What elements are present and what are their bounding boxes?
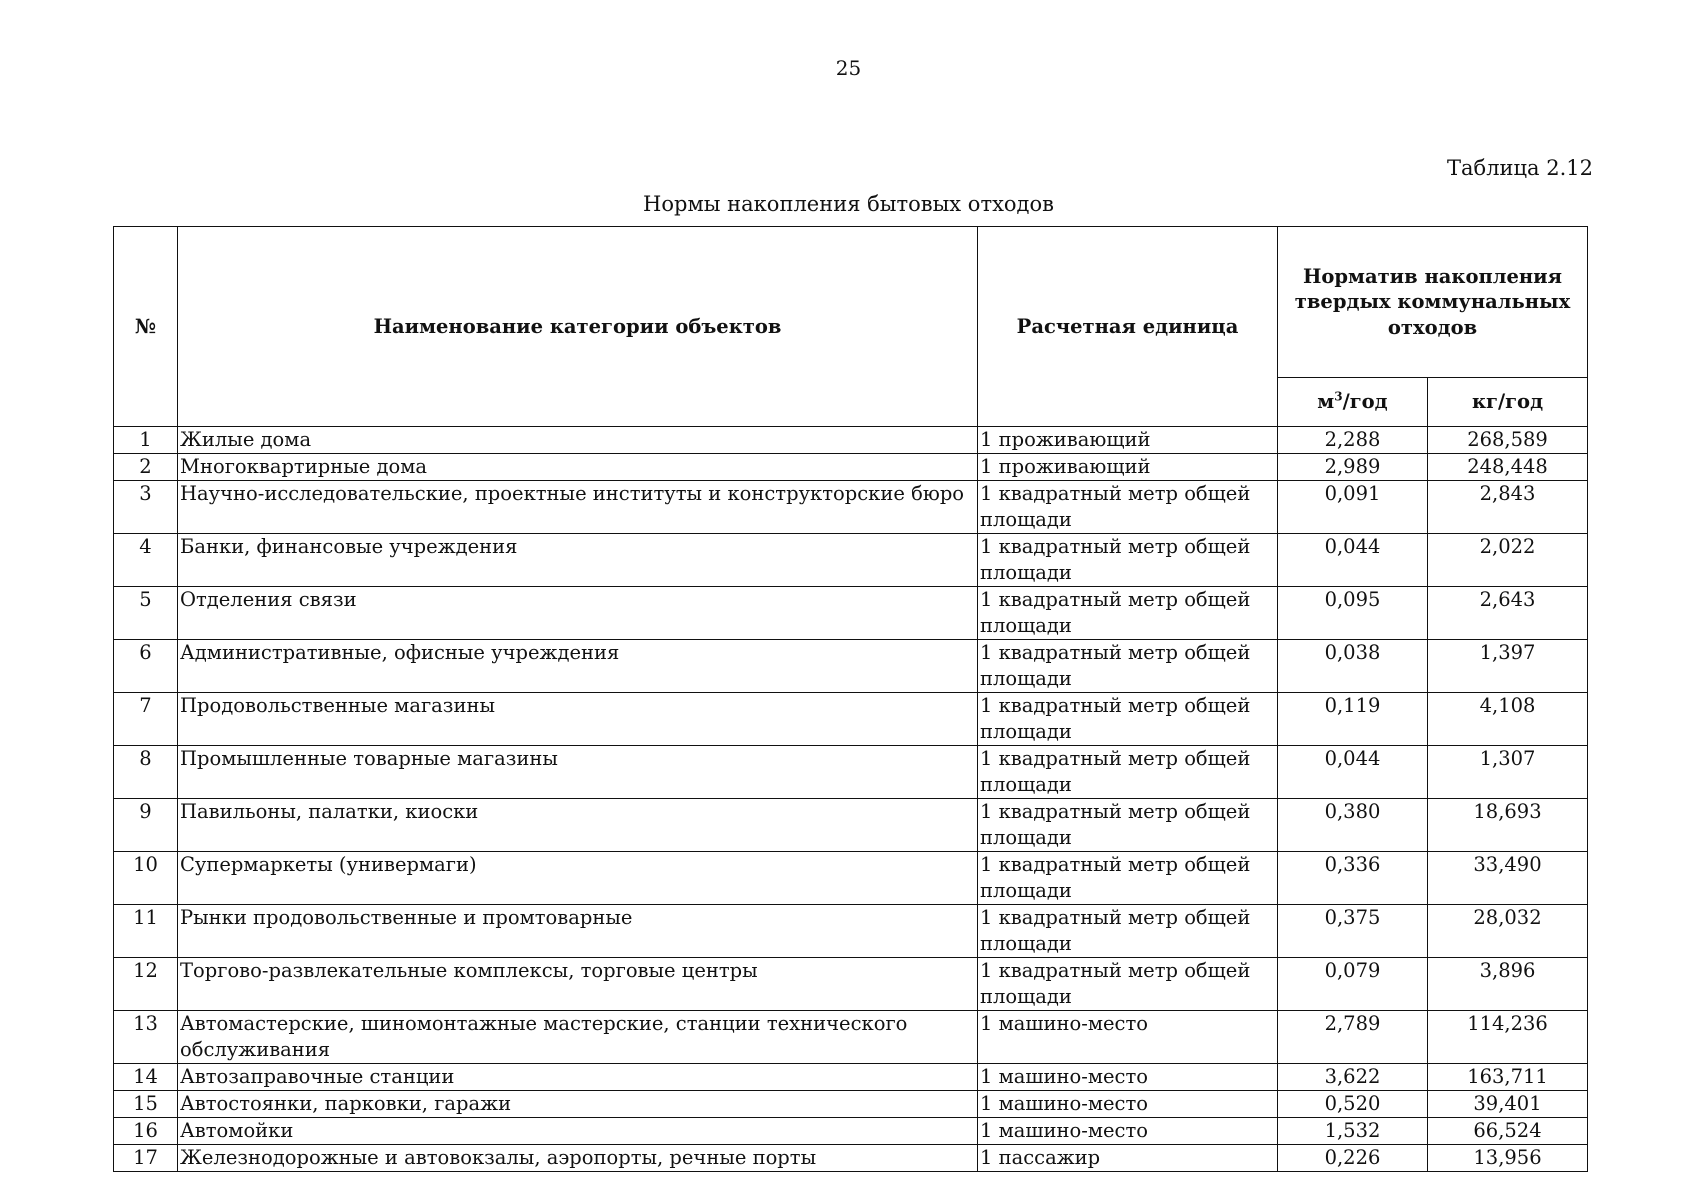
row-kg-per-year: 163,711 bbox=[1428, 1064, 1588, 1091]
row-kg-per-year: 39,401 bbox=[1428, 1091, 1588, 1118]
table-body bbox=[114, 427, 1588, 1172]
row-m3-per-year: 3,622 bbox=[1278, 1064, 1428, 1091]
header-norm: Норматив накопления твердых коммунальных отходов bbox=[1278, 227, 1588, 378]
row-num: 1 bbox=[114, 427, 178, 454]
row-num: 10 bbox=[114, 852, 178, 905]
row-category-name: Павильоны, палатки, киоски bbox=[178, 799, 978, 852]
table-row bbox=[114, 693, 1588, 746]
row-m3-per-year: 0,520 bbox=[1278, 1091, 1428, 1118]
page-number: 25 bbox=[835, 56, 862, 80]
row-num: 12 bbox=[114, 958, 178, 1011]
row-kg-per-year: 268,589 bbox=[1428, 427, 1588, 454]
row-kg-per-year: 1,397 bbox=[1428, 640, 1588, 693]
row-category-name: Автомойки bbox=[178, 1118, 978, 1145]
row-m3-per-year: 0,091 bbox=[1278, 481, 1428, 534]
row-kg-per-year: 18,693 bbox=[1428, 799, 1588, 852]
row-kg-per-year: 3,896 bbox=[1428, 958, 1588, 1011]
header-num: № bbox=[114, 227, 178, 427]
row-unit: 1 проживающий bbox=[978, 427, 1278, 454]
table-row bbox=[114, 905, 1588, 958]
row-m3-per-year: 2,989 bbox=[1278, 454, 1428, 481]
table-row bbox=[114, 852, 1588, 905]
row-unit: 1 машино-место bbox=[978, 1091, 1278, 1118]
row-num: 14 bbox=[114, 1064, 178, 1091]
row-category-name: Жилые дома bbox=[178, 427, 978, 454]
row-category-name: Автостоянки, парковки, гаражи bbox=[178, 1091, 978, 1118]
table-row bbox=[114, 1091, 1588, 1118]
row-kg-per-year: 33,490 bbox=[1428, 852, 1588, 905]
row-unit: 1 квадратный метр общей площади bbox=[978, 905, 1278, 958]
row-unit: 1 пассажир bbox=[978, 1145, 1278, 1172]
row-m3-per-year: 0,119 bbox=[1278, 693, 1428, 746]
row-category-name: Отделения связи bbox=[178, 587, 978, 640]
header-name: Наименование категории объектов bbox=[178, 227, 978, 427]
row-kg-per-year: 114,236 bbox=[1428, 1011, 1588, 1064]
row-unit: 1 квадратный метр общей площади bbox=[978, 481, 1278, 534]
row-m3-per-year: 0,375 bbox=[1278, 905, 1428, 958]
row-num: 9 bbox=[114, 799, 178, 852]
row-unit: 1 квадратный метр общей площади bbox=[978, 799, 1278, 852]
waste-norms-table bbox=[113, 226, 1588, 1172]
row-m3-per-year: 0,380 bbox=[1278, 799, 1428, 852]
row-num: 4 bbox=[114, 534, 178, 587]
row-unit: 1 квадратный метр общей площади bbox=[978, 693, 1278, 746]
row-kg-per-year: 2,843 bbox=[1428, 481, 1588, 534]
row-unit: 1 квадратный метр общей площади bbox=[978, 958, 1278, 1011]
row-category-name: Супермаркеты (универмаги) bbox=[178, 852, 978, 905]
row-category-name: Банки, финансовые учреждения bbox=[178, 534, 978, 587]
row-category-name: Административные, офисные учреждения bbox=[178, 640, 978, 693]
header-m3 bbox=[1278, 378, 1428, 427]
row-kg-per-year: 4,108 bbox=[1428, 693, 1588, 746]
row-kg-per-year: 2,022 bbox=[1428, 534, 1588, 587]
table-row bbox=[114, 746, 1588, 799]
table-row bbox=[114, 427, 1588, 454]
row-unit: 1 квадратный метр общей площади bbox=[978, 746, 1278, 799]
table-row bbox=[114, 587, 1588, 640]
row-num: 15 bbox=[114, 1091, 178, 1118]
row-unit: 1 машино-место bbox=[978, 1011, 1278, 1064]
table-row bbox=[114, 454, 1588, 481]
row-category-name: Продовольственные магазины bbox=[178, 693, 978, 746]
row-kg-per-year: 2,643 bbox=[1428, 587, 1588, 640]
table-title: Нормы накопления бытовых отходов bbox=[643, 192, 1054, 216]
table-row bbox=[114, 481, 1588, 534]
row-kg-per-year: 28,032 bbox=[1428, 905, 1588, 958]
row-category-name: Промышленные товарные магазины bbox=[178, 746, 978, 799]
table-row bbox=[114, 1118, 1588, 1145]
header-m3-rest: /год bbox=[1342, 390, 1388, 414]
row-num: 5 bbox=[114, 587, 178, 640]
row-category-name: Автозаправочные станции bbox=[178, 1064, 978, 1091]
row-kg-per-year: 1,307 bbox=[1428, 746, 1588, 799]
row-category-name: Железнодорожные и автовокзалы, аэропорты, речные порты bbox=[178, 1145, 978, 1172]
row-num: 13 bbox=[114, 1011, 178, 1064]
row-unit: 1 проживающий bbox=[978, 454, 1278, 481]
row-num: 8 bbox=[114, 746, 178, 799]
row-num: 11 bbox=[114, 905, 178, 958]
row-num: 6 bbox=[114, 640, 178, 693]
header-unit: Расчетная единица bbox=[978, 227, 1278, 427]
row-num: 3 bbox=[114, 481, 178, 534]
table-header bbox=[114, 227, 1588, 427]
header-kg: кг/год bbox=[1428, 378, 1588, 427]
row-num: 7 bbox=[114, 693, 178, 746]
row-m3-per-year: 0,336 bbox=[1278, 852, 1428, 905]
row-m3-per-year: 2,288 bbox=[1278, 427, 1428, 454]
row-unit: 1 квадратный метр общей площади bbox=[978, 640, 1278, 693]
row-m3-per-year: 0,079 bbox=[1278, 958, 1428, 1011]
row-kg-per-year: 248,448 bbox=[1428, 454, 1588, 481]
row-kg-per-year: 66,524 bbox=[1428, 1118, 1588, 1145]
row-num: 17 bbox=[114, 1145, 178, 1172]
row-category-name: Многоквартирные дома bbox=[178, 454, 978, 481]
row-kg-per-year: 13,956 bbox=[1428, 1145, 1588, 1172]
row-category-name: Автомастерские, шиномонтажные мастерские, станции технического обслуживания bbox=[178, 1011, 978, 1064]
row-m3-per-year: 2,789 bbox=[1278, 1011, 1428, 1064]
header-m3-sup: 3 bbox=[1334, 389, 1343, 404]
row-category-name: Торгово-развлекательные комплексы, торговые центры bbox=[178, 958, 978, 1011]
row-unit: 1 квадратный метр общей площади bbox=[978, 852, 1278, 905]
row-m3-per-year: 0,044 bbox=[1278, 746, 1428, 799]
row-unit: 1 квадратный метр общей площади bbox=[978, 587, 1278, 640]
row-category-name: Рынки продовольственные и промтоварные bbox=[178, 905, 978, 958]
row-m3-per-year: 0,038 bbox=[1278, 640, 1428, 693]
table-row bbox=[114, 799, 1588, 852]
row-unit: 1 квадратный метр общей площади bbox=[978, 534, 1278, 587]
row-num: 2 bbox=[114, 454, 178, 481]
row-m3-per-year: 0,044 bbox=[1278, 534, 1428, 587]
row-unit: 1 машино-место bbox=[978, 1064, 1278, 1091]
row-category-name: Научно-исследовательские, проектные институты и конструкторские бюро bbox=[178, 481, 978, 534]
row-unit: 1 машино-место bbox=[978, 1118, 1278, 1145]
row-m3-per-year: 0,226 bbox=[1278, 1145, 1428, 1172]
row-num: 16 bbox=[114, 1118, 178, 1145]
table-label: Таблица 2.12 bbox=[1447, 156, 1593, 180]
header-m3-base: м bbox=[1317, 390, 1335, 414]
table-row bbox=[114, 1064, 1588, 1091]
table-row bbox=[114, 1145, 1588, 1172]
row-m3-per-year: 1,532 bbox=[1278, 1118, 1428, 1145]
table-row bbox=[114, 958, 1588, 1011]
table-row bbox=[114, 640, 1588, 693]
table-row bbox=[114, 534, 1588, 587]
table-row bbox=[114, 1011, 1588, 1064]
row-m3-per-year: 0,095 bbox=[1278, 587, 1428, 640]
